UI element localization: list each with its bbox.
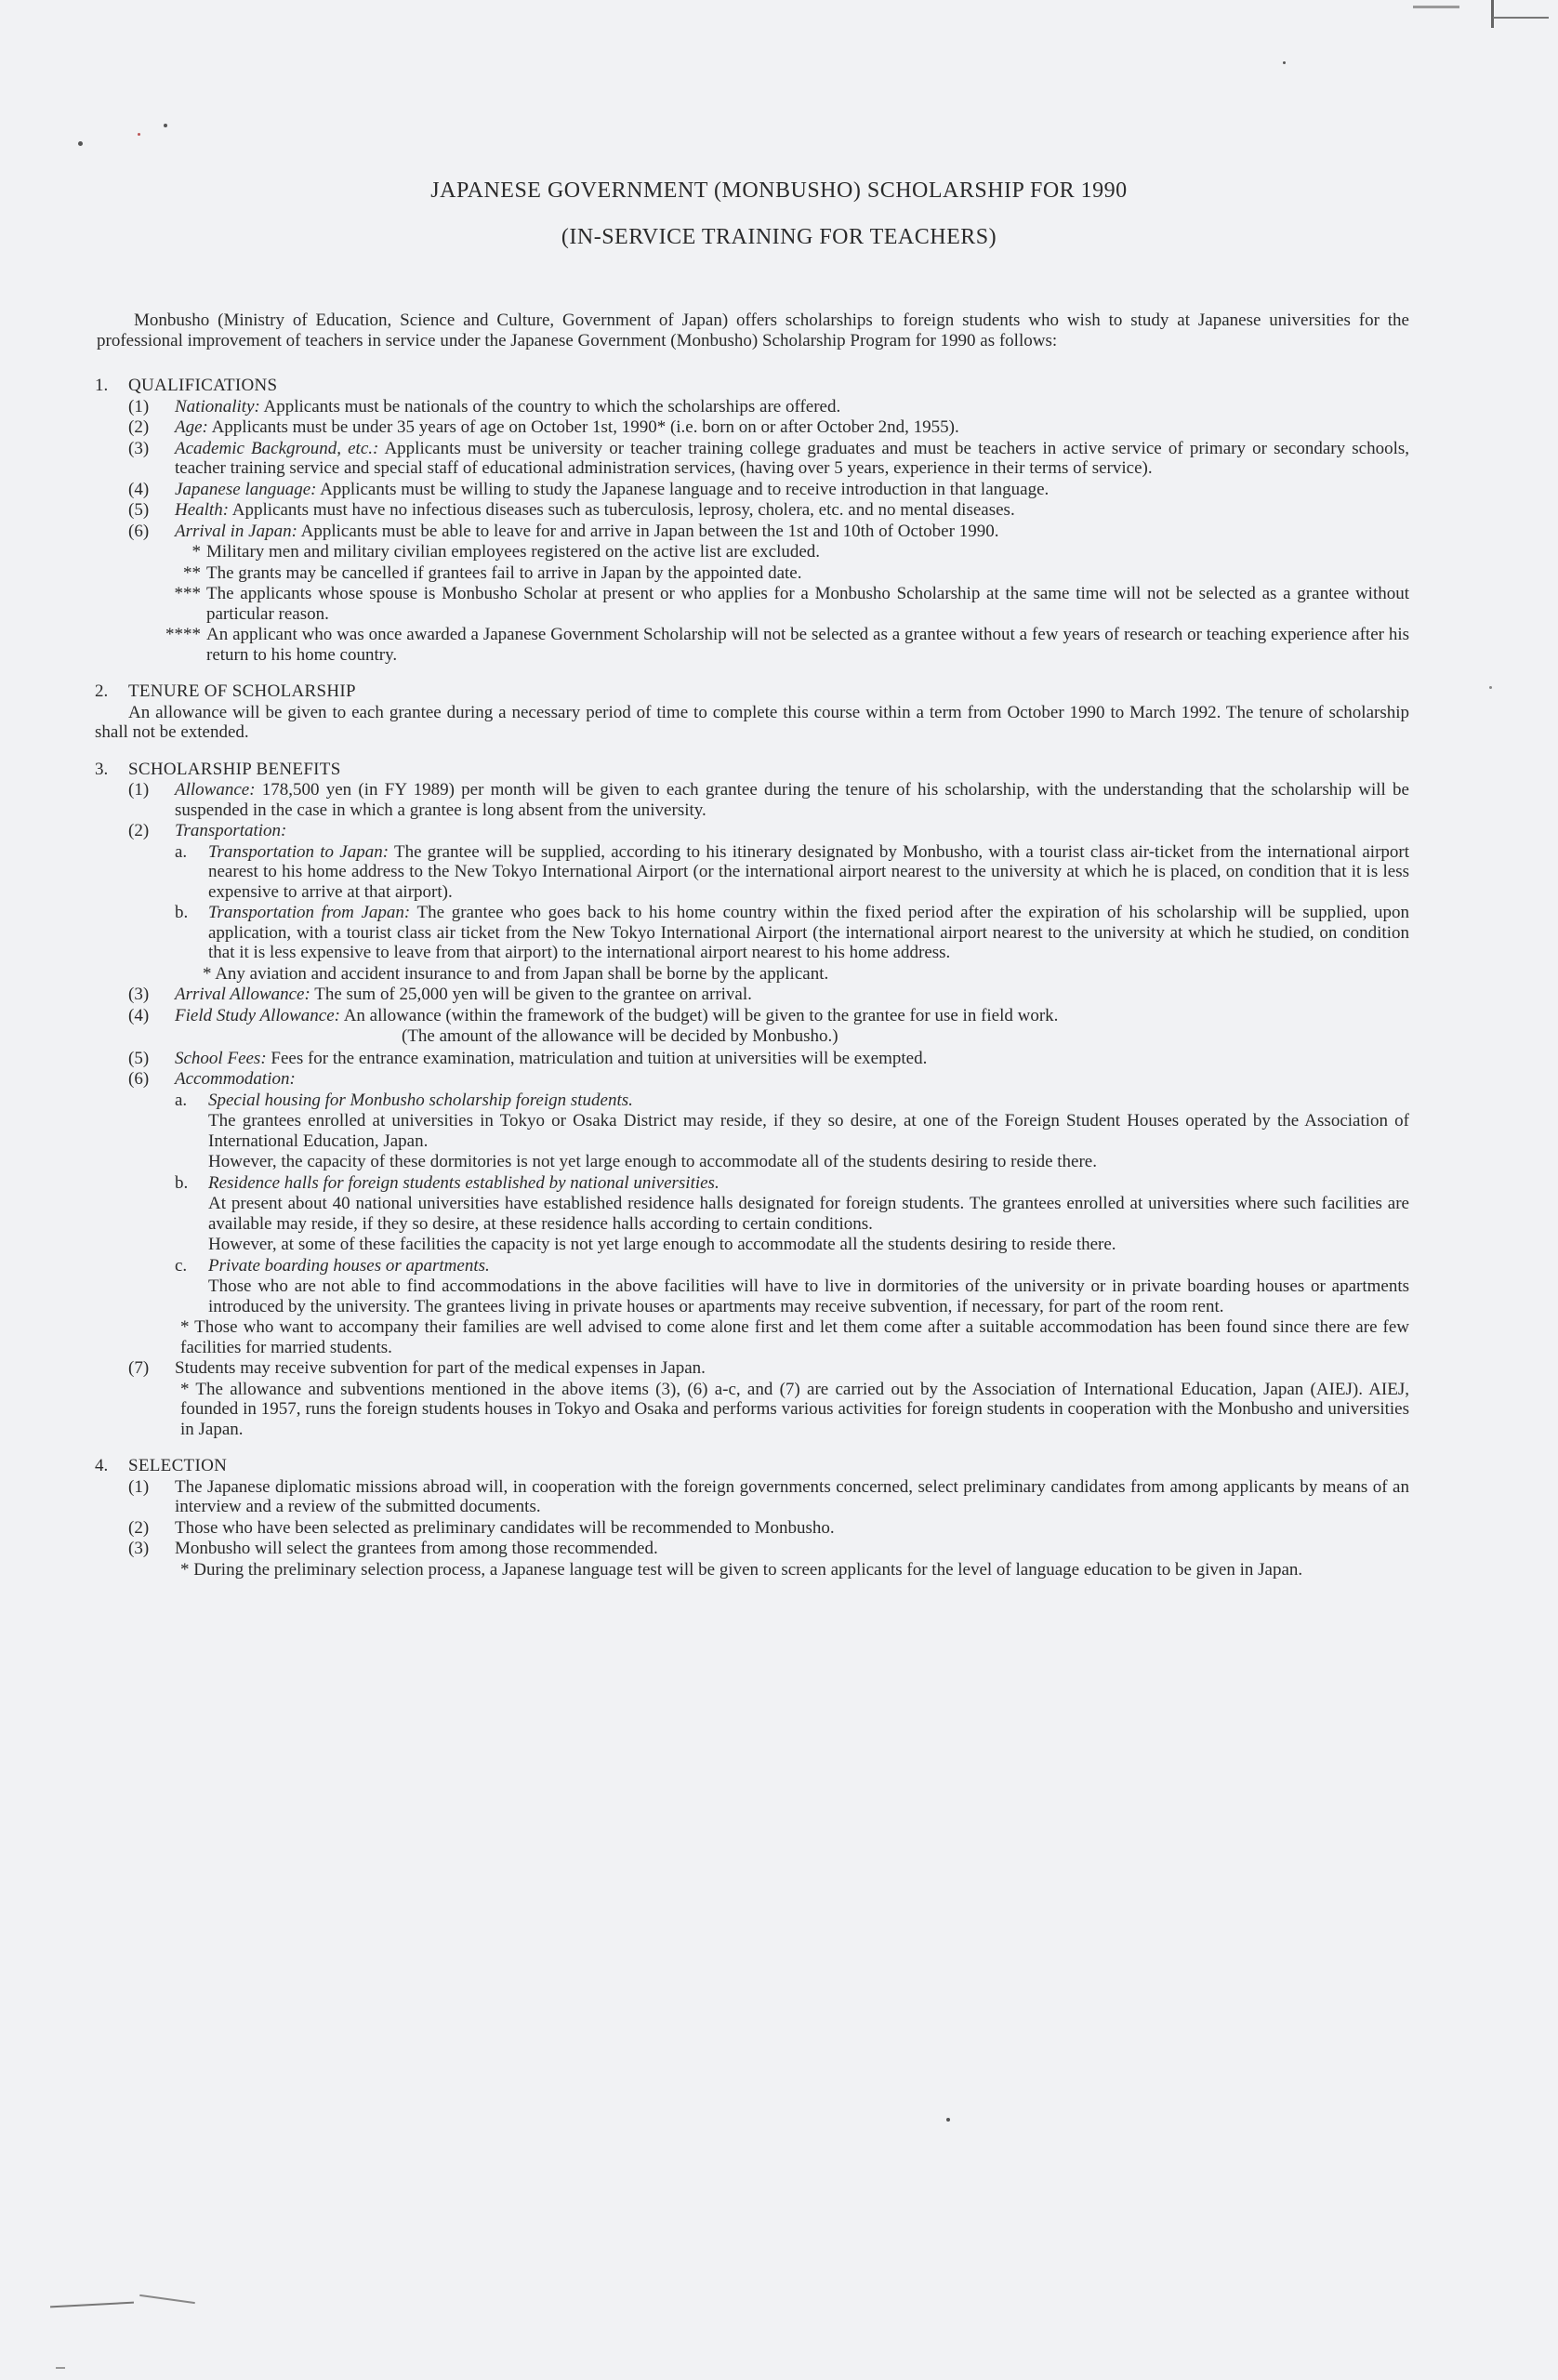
item-label: Health: [175, 500, 230, 520]
sub-item [175, 842, 1409, 903]
footnote [95, 542, 1409, 562]
list-item [95, 480, 1409, 500]
list-item [95, 1518, 1409, 1539]
sub-item-body [208, 1091, 1409, 1111]
item-body [175, 439, 1409, 479]
sub-item-body [208, 842, 1409, 903]
section-title: TENURE OF SCHOLARSHIP [128, 681, 356, 701]
item-body [175, 417, 1409, 438]
item-body [175, 821, 1409, 841]
footnote [95, 625, 1409, 665]
sub-item-paragraph: At present about 40 national universities have established residence halls designated for foreign students. The grantees enrolled at universities where such facilities are available may reside, if they so desire, at these residence halls according to certain conditions. [208, 1194, 1409, 1234]
item-text: 178,500 yen (in FY 1989) per month will be given to each grantee during the tenure of his scholarship, with the understanding that the scholarship will be suspended in the case in which a grantee is long absent from the university. [175, 780, 1409, 820]
document-body [95, 311, 1409, 1596]
item-text: Applicants must be willing to study the Japanese language and to receive introduction in that language. [320, 479, 1050, 499]
item-label: Transportation to Japan: [208, 841, 390, 862]
list-item [95, 522, 1409, 542]
footnote [95, 563, 1409, 584]
speck [138, 133, 140, 136]
footnote-marker: *** [174, 584, 201, 603]
section-benefits [95, 760, 1409, 1440]
item-number: (3) [128, 438, 150, 458]
item-number: (1) [128, 780, 150, 800]
section-number: 3. [95, 759, 109, 779]
item-label: Japanese language: [175, 479, 317, 499]
footnote-marker: **** [165, 625, 201, 644]
item-label: Residence halls for foreign students established by national universities. [208, 1172, 720, 1193]
speck [164, 124, 167, 127]
list-item [95, 397, 1409, 417]
footnote: * During the preliminary selection process, a Japanese language test will be given to screen applicants for the level of language education to be given in Japan. [180, 1559, 1303, 1580]
item-text: Fees for the entrance examination, matriculation and tuition at universities will be exempted. [271, 1048, 928, 1068]
item-number: (6) [128, 1069, 150, 1089]
item-number: (2) [128, 417, 150, 437]
item-continuation: (The amount of the allowance will be decided by Monbusho.) [402, 1026, 838, 1046]
speck [78, 141, 83, 146]
list-item [95, 439, 1409, 479]
list-item [95, 1358, 1409, 1379]
item-text: Students may receive subvention for part of the medical expenses in Japan. [175, 1358, 706, 1378]
item-text: The sum of 25,000 yen will be given to the grantee on arrival. [314, 985, 752, 1004]
section-number: 1. [95, 376, 109, 395]
list-item [95, 1477, 1409, 1517]
sub-item-letter: a. [175, 1090, 188, 1110]
list-item [95, 1069, 1409, 1090]
sub-item-body [208, 1256, 1409, 1276]
item-body [175, 397, 1409, 417]
item-label: Accommodation: [175, 1069, 296, 1089]
sub-item [175, 1091, 1409, 1111]
section-text: An allowance will be given to each grantee during a necessary period of time to complete this course within a term from October 1990 to March 1992. The tenure of scholarship shall not be extended. [95, 702, 1409, 742]
sub-item-body [208, 1173, 1409, 1194]
footnote-text: Military men and military civilian employees registered on the active list are excluded. [206, 542, 821, 562]
item-number: (2) [128, 1517, 150, 1538]
item-text: Applicants must be under 35 years of age on October 1st, 1990* (i.e. born on or after October 2nd, 1955). [211, 417, 959, 437]
item-number: (1) [128, 396, 150, 416]
intro-paragraph: Monbusho (Ministry of Education, Science and Culture, Government of Japan) offers scholarships to foreign students who wish to study at Japanese universities for the professional improvement of teachers in service under the Japanese Government (Monbusho) Scholarship Program for 1990 as follows: [97, 311, 1409, 350]
list-item [95, 1539, 1409, 1559]
scan-line-bottom-left [139, 2294, 195, 2304]
item-body [175, 480, 1409, 500]
item-label: Transportation: [175, 821, 287, 840]
section-number: 2. [95, 681, 109, 701]
list-item [95, 417, 1409, 438]
item-text: Monbusho will select the grantees from among those recommended. [175, 1539, 658, 1558]
item-text: Those who have been selected as preliminary candidates will be recommended to Monbusho. [175, 1517, 835, 1538]
speck [1489, 686, 1492, 689]
section-title: QUALIFICATIONS [128, 376, 278, 395]
section-qualifications [95, 376, 1409, 665]
footnote-marker: * [191, 542, 201, 562]
sub-item-paragraph: Those who are not able to find accommodations in the above facilities will have to live in dormitories of the university or in private boarding houses or apartments introduced by the university. The grantees living in private houses or apartments may receive subvention, if necessary, for part of the room rent. [208, 1276, 1409, 1316]
footnote: * The allowance and subventions mentioned in the above items (3), (6) a-c, and (7) are carried out by the Association of International Education, Japan (AIEJ). AIEJ, founded in 1957, runs the foreign students houses in Tokyo and Osaka and performs various activities for foreign students in cooperation with the Monbusho and universities in Japan. [180, 1379, 1409, 1439]
item-label: Special housing for Monbusho scholarship foreign students. [208, 1090, 633, 1110]
section-heading [95, 376, 1409, 396]
item-text: Applicants must be able to leave for and arrive in Japan between the 1st and 10th of October 1990. [300, 521, 999, 541]
item-number: (2) [128, 821, 150, 840]
section-title: SCHOLARSHIP BENEFITS [128, 759, 341, 779]
sub-item-letter: a. [175, 841, 188, 862]
sub-item-paragraph: However, at some of these facilities the capacity is not yet large enough to accommodate all the students desiring to reside there. [208, 1235, 1116, 1254]
speck [946, 2118, 950, 2122]
list-item [95, 780, 1409, 820]
item-text: The grantee will be supplied, according to his itinerary designated by Monbusho, with a tourist class air-ticket from the international airport nearest to his home address to the New Tokyo International Airport (or the international airport nearest to the university at which he is placed, on condition that it is less expensive to arrive at that airport). [208, 841, 1409, 902]
footnote: * Those who want to accompany their families are well advised to come alone first and let them come after a suitable accommodation has been found since there are few facilities for married students. [180, 1317, 1409, 1357]
item-number: (3) [128, 1539, 150, 1558]
item-label: Transportation from Japan: [208, 903, 411, 922]
item-number: (1) [128, 1476, 150, 1497]
sub-item-body [208, 903, 1409, 963]
item-label: Field Study Allowance: [175, 1005, 340, 1025]
item-text: Applicants must have no infectious diseases such as tuberculosis, leprosy, cholera, etc. and no mental diseases. [231, 500, 1015, 520]
list-item [95, 1049, 1409, 1069]
footnote-marker: ** [183, 562, 201, 583]
footnote-text: The grants may be cancelled if grantees fail to arrive in Japan by the appointed date. [206, 562, 802, 583]
scan-line-bottom-left [50, 2302, 134, 2308]
item-label: Arrival in Japan: [175, 521, 297, 541]
speck [1283, 61, 1286, 64]
scan-mark-corner-line [1493, 17, 1549, 19]
sub-item-paragraph: However, the capacity of these dormitories is not yet large enough to accommodate all of the students desiring to reside there. [208, 1152, 1097, 1171]
sub-item [175, 903, 1409, 963]
section-number: 4. [95, 1456, 109, 1475]
sub-item [175, 1173, 1409, 1194]
section-tenure [95, 681, 1409, 743]
item-text: Applicants must be university or teacher training college graduates and must be teachers in active service of primary or secondary schools, teacher training service and special staff of educational administration services, (having over 5 years, experience in their terms of service). [175, 438, 1409, 478]
item-number: (5) [128, 500, 150, 520]
item-text: The Japanese diplomatic missions abroad will, in cooperation with the foreign governments concerned, select preliminary candidates from among applicants by means of an interview and a review of the submitted documents. [175, 1476, 1409, 1516]
item-body [175, 522, 1409, 542]
item-body [175, 500, 1409, 521]
item-label: Private boarding houses or apartments. [208, 1255, 490, 1276]
footnote-text: The applicants whose spouse is Monbusho Scholar at present or who applies for a Monbusho Scholarship at the same time will not be selected as a grantee without particular reason. [206, 584, 1409, 624]
sub-item-letter: c. [175, 1255, 188, 1276]
list-item [95, 500, 1409, 521]
list-item [95, 985, 1409, 1005]
item-number: (5) [128, 1048, 150, 1068]
item-text: The grantee who goes back to his home country within the fixed period after the expiration of his scholarship will be supplied, upon application, with a tourist class air ticket from the New Tokyo International Airport (the international airport nearest to the university at which he studied, on condition that it is less expensive to leave from that airport) to the international airport nearest to his home address. [208, 903, 1409, 962]
document-subtitle: (IN-SERVICE TRAINING FOR TEACHERS) [561, 225, 997, 249]
list-item [95, 821, 1409, 841]
item-body [175, 1006, 1409, 1026]
section-title: SELECTION [128, 1456, 228, 1475]
speck [56, 2367, 65, 2369]
item-number: (4) [128, 1005, 150, 1025]
item-number: (7) [128, 1358, 150, 1378]
item-body [175, 985, 1409, 1005]
section-heading [95, 1456, 1409, 1476]
item-label: Age: [175, 417, 208, 437]
sub-item [175, 1256, 1409, 1276]
sub-item-letter: b. [175, 903, 189, 922]
item-label: Academic Background, etc.: [175, 438, 379, 458]
item-number: (3) [128, 985, 150, 1004]
sub-item-paragraph: The grantees enrolled at universities in Tokyo or Osaka District may reside, if they so desire, at one of the Foreign Student Houses operated by the Association of International Education, Japan. [208, 1111, 1409, 1151]
document-title: JAPANESE GOVERNMENT (MONBUSHO) SCHOLARSHIP FOR 1990 [430, 178, 1128, 203]
sub-item-letter: b. [175, 1172, 189, 1193]
section-heading [95, 760, 1409, 780]
item-label: Allowance: [175, 780, 256, 800]
footnote [95, 584, 1409, 624]
item-number: (4) [128, 479, 150, 499]
item-body [175, 1069, 1409, 1090]
item-text: Applicants must be nationals of the country to which the scholarships are offered. [263, 396, 841, 416]
item-label: Arrival Allowance: [175, 985, 310, 1004]
item-label: School Fees: [175, 1048, 267, 1068]
section-heading [95, 681, 1409, 702]
section-selection [95, 1456, 1409, 1580]
scan-mark-corner [1491, 0, 1494, 28]
list-item [95, 1006, 1409, 1026]
scan-mark-top-right [1413, 6, 1459, 8]
item-number: (6) [128, 521, 150, 541]
footnote: * Any aviation and accident insurance to and from Japan shall be borne by the applicant. [203, 963, 829, 984]
item-text: An allowance (within the framework of the budget) will be given to the grantee for use in field work. [343, 1005, 1059, 1025]
item-body [175, 780, 1409, 820]
item-body [175, 1049, 1409, 1069]
footnote-text: An applicant who was once awarded a Japanese Government Scholarship will not be selected as a grantee without a few years of research or teaching experience after his return to his home country. [206, 625, 1409, 665]
item-label: Nationality: [175, 396, 260, 416]
